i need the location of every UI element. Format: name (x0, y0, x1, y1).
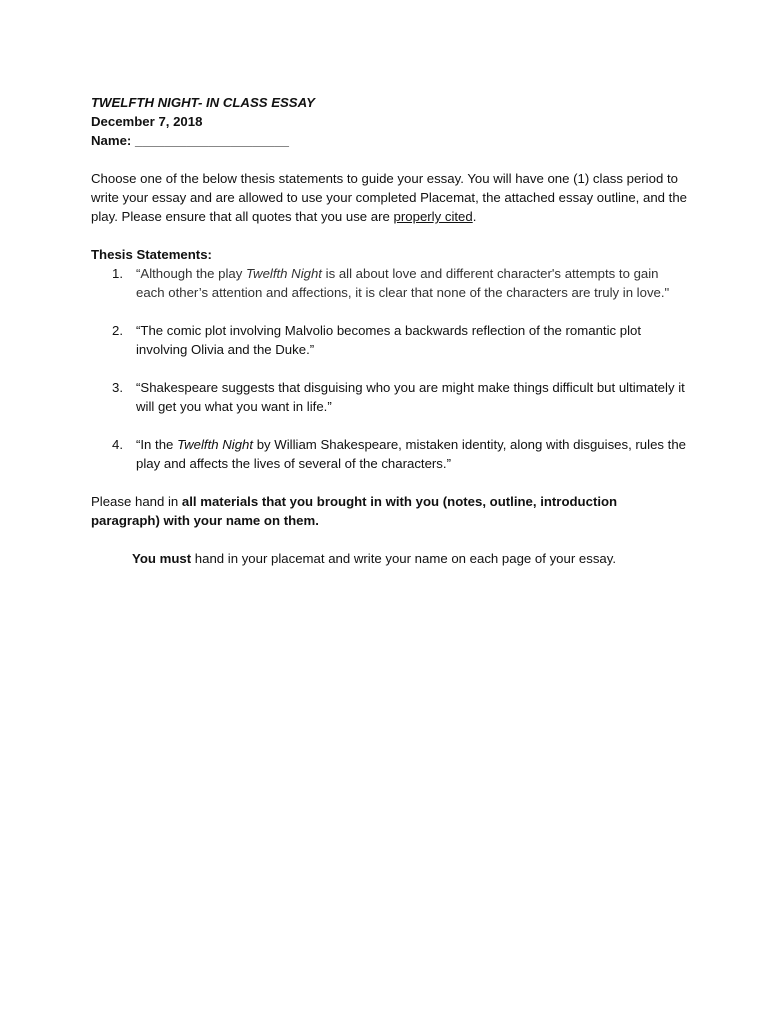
document-header (91, 93, 688, 150)
play-title-italic: Twelfth Night (177, 437, 254, 452)
name-line (91, 131, 688, 150)
name-blank: _____________________ (134, 133, 290, 148)
thesis-text-end: by William Shakespeare, mistaken identity, along with disguises, rules the play and affects the lives of several of the characters.” (136, 437, 686, 471)
thesis-item-4 (91, 435, 688, 473)
thesis-text (136, 437, 686, 471)
hand-in-materials: all materials that you brought in with you (notes, outline, introduction paragraph) with your name on them. (91, 494, 618, 528)
thesis-heading: Thesis Statements: (91, 247, 212, 262)
thesis-number: 2. (112, 323, 123, 338)
thesis-item-2 (91, 321, 688, 359)
thesis-text (136, 266, 669, 300)
instructions-text: Choose one of the below thesis statements to guide your essay. You will have one (1) class period to write your essay and are allowed to use your completed Placemat, the attached essay outline, and the play. Please ensure that all quotes that you use are (91, 171, 687, 224)
thesis-number: 1. (112, 266, 123, 281)
hand-in-prefix: Please hand in (91, 494, 182, 509)
must-emphasis: You must (132, 551, 192, 566)
name-label: Name: (91, 133, 132, 148)
essay-title: TWELFTH NIGHT- IN CLASS ESSAY (91, 95, 315, 110)
thesis-item-3 (91, 378, 688, 416)
thesis-number: 3. (112, 380, 123, 395)
thesis-number: 4. (112, 437, 123, 452)
must-note (91, 549, 688, 568)
thesis-text: “The comic plot involving Malvolio becomes a backwards reflection of the romantic plot involving Olivia and the Duke.” (136, 323, 642, 357)
thesis-text-end: is all about love and different character's attempts to gain each other’s attention and affections, it is clear that none of the characters are truly in love." (136, 266, 670, 300)
must-text: hand in your placemat and write your name on each page of your essay. (191, 551, 617, 566)
thesis-item-1 (91, 264, 688, 302)
instructions-paragraph (91, 169, 688, 226)
thesis-text-start: “In the (136, 437, 178, 452)
hand-in-paragraph (91, 492, 688, 530)
instructions-period: . (472, 209, 477, 224)
thesis-text: “Shakespeare suggests that disguising who you are might make things difficult but ultimately it will get you what you want in life.” (136, 380, 685, 414)
properly-cited-emphasis: properly cited (393, 209, 473, 224)
thesis-list (91, 264, 688, 473)
essay-date: December 7, 2018 (91, 114, 203, 129)
thesis-text-start: “Although the play (136, 266, 246, 281)
play-title-italic: Twelfth Night (245, 266, 322, 281)
